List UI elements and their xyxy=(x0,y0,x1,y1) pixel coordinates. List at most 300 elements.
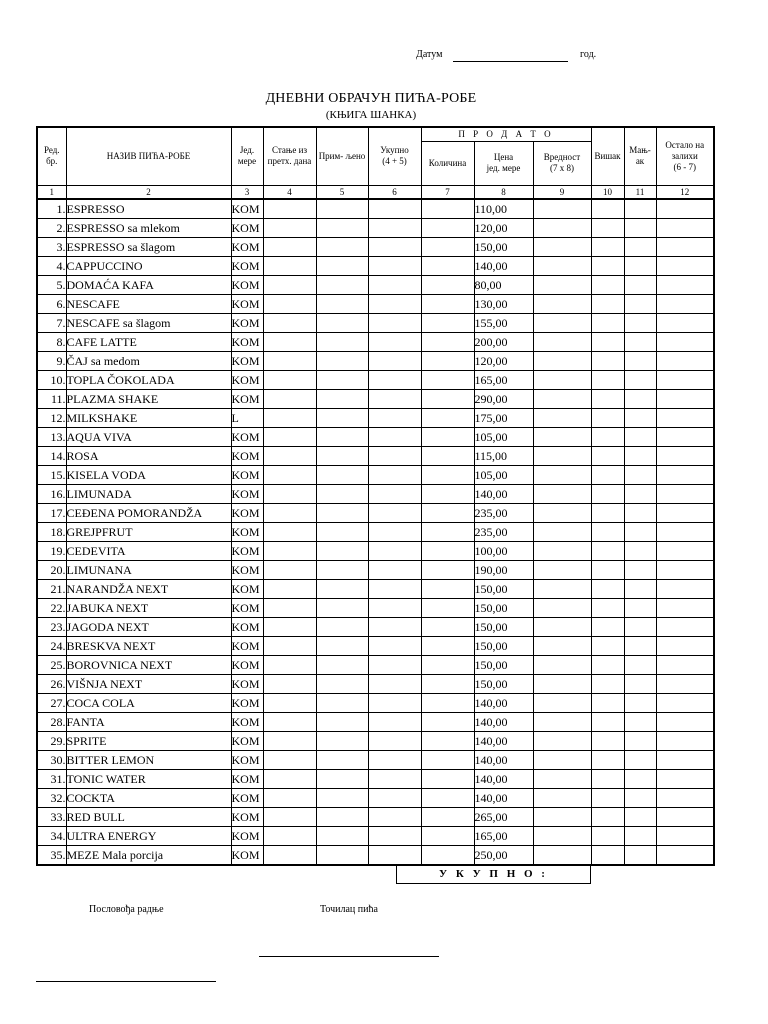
primljeno-cell[interactable] xyxy=(316,617,368,636)
stanje-cell[interactable] xyxy=(263,199,316,219)
row-number: 33. xyxy=(37,807,66,826)
item-unit: KOM xyxy=(231,275,263,294)
item-name: ULTRA ENERGY xyxy=(66,826,231,845)
primljeno-cell[interactable] xyxy=(316,389,368,408)
ostalo-cell[interactable] xyxy=(656,636,714,655)
primljeno-cell[interactable] xyxy=(316,655,368,674)
ukupno-cell[interactable] xyxy=(368,674,421,693)
stanje-cell[interactable] xyxy=(263,370,316,389)
ostalo-cell[interactable] xyxy=(656,427,714,446)
visak-cell[interactable] xyxy=(591,370,624,389)
visak-cell[interactable] xyxy=(591,294,624,313)
stanje-cell[interactable] xyxy=(263,446,316,465)
kolicina-cell[interactable] xyxy=(421,826,474,845)
manjak-cell[interactable] xyxy=(624,351,656,370)
vrednost-cell[interactable] xyxy=(533,750,591,769)
visak-cell[interactable] xyxy=(591,636,624,655)
ukupno-cell[interactable] xyxy=(368,256,421,275)
ukupno-cell[interactable] xyxy=(368,560,421,579)
vrednost-cell[interactable] xyxy=(533,522,591,541)
kolicina-cell[interactable] xyxy=(421,503,474,522)
stanje-cell[interactable] xyxy=(263,807,316,826)
visak-cell[interactable] xyxy=(591,579,624,598)
kolicina-cell[interactable] xyxy=(421,674,474,693)
ukupno-cell[interactable] xyxy=(368,598,421,617)
primljeno-cell[interactable] xyxy=(316,237,368,256)
kolicina-cell[interactable] xyxy=(421,313,474,332)
ostalo-cell[interactable] xyxy=(656,788,714,807)
visak-cell[interactable] xyxy=(591,731,624,750)
vrednost-cell[interactable] xyxy=(533,845,591,865)
kolicina-cell[interactable] xyxy=(421,484,474,503)
kolicina-cell[interactable] xyxy=(421,750,474,769)
manjak-cell[interactable] xyxy=(624,218,656,237)
manjak-cell[interactable] xyxy=(624,731,656,750)
ostalo-cell[interactable] xyxy=(656,294,714,313)
primljeno-cell[interactable] xyxy=(316,522,368,541)
ostalo-cell[interactable] xyxy=(656,807,714,826)
item-unit: KOM xyxy=(231,503,263,522)
kolicina-cell[interactable] xyxy=(421,560,474,579)
vrednost-cell[interactable] xyxy=(533,332,591,351)
visak-cell[interactable] xyxy=(591,807,624,826)
item-price: 155,00 xyxy=(474,313,533,332)
stanje-cell[interactable] xyxy=(263,522,316,541)
visak-cell[interactable] xyxy=(591,750,624,769)
ostalo-cell[interactable] xyxy=(656,408,714,427)
vrednost-cell[interactable] xyxy=(533,826,591,845)
ukupno-cell[interactable] xyxy=(368,199,421,219)
primljeno-cell[interactable] xyxy=(316,503,368,522)
ukupno-cell[interactable] xyxy=(368,636,421,655)
manjak-cell[interactable] xyxy=(624,826,656,845)
kolicina-cell[interactable] xyxy=(421,522,474,541)
manjak-cell[interactable] xyxy=(624,541,656,560)
primljeno-cell[interactable] xyxy=(316,484,368,503)
manjak-cell[interactable] xyxy=(624,484,656,503)
manjak-cell[interactable] xyxy=(624,579,656,598)
kolicina-cell[interactable] xyxy=(421,199,474,219)
kolicina-cell[interactable] xyxy=(421,218,474,237)
kolicina-cell[interactable] xyxy=(421,541,474,560)
kolicina-cell[interactable] xyxy=(421,636,474,655)
primljeno-cell[interactable] xyxy=(316,294,368,313)
ostalo-cell[interactable] xyxy=(656,674,714,693)
kolicina-cell[interactable] xyxy=(421,465,474,484)
stanje-cell[interactable] xyxy=(263,313,316,332)
vrednost-cell[interactable] xyxy=(533,408,591,427)
ostalo-cell[interactable] xyxy=(656,218,714,237)
kolicina-cell[interactable] xyxy=(421,712,474,731)
kolicina-cell[interactable] xyxy=(421,579,474,598)
manjak-cell[interactable] xyxy=(624,769,656,788)
manjak-cell[interactable] xyxy=(624,807,656,826)
date-field-line[interactable] xyxy=(453,61,568,62)
ostalo-cell[interactable] xyxy=(656,750,714,769)
ostalo-cell[interactable] xyxy=(656,617,714,636)
kolicina-cell[interactable] xyxy=(421,370,474,389)
stanje-cell[interactable] xyxy=(263,408,316,427)
primljeno-cell[interactable] xyxy=(316,446,368,465)
vrednost-cell[interactable] xyxy=(533,446,591,465)
visak-cell[interactable] xyxy=(591,427,624,446)
row-number: 4. xyxy=(37,256,66,275)
ukupno-cell[interactable] xyxy=(368,826,421,845)
visak-cell[interactable] xyxy=(591,693,624,712)
visak-cell[interactable] xyxy=(591,389,624,408)
vrednost-cell[interactable] xyxy=(533,351,591,370)
item-price: 265,00 xyxy=(474,807,533,826)
visak-cell[interactable] xyxy=(591,503,624,522)
row-number: 13. xyxy=(37,427,66,446)
item-price: 140,00 xyxy=(474,788,533,807)
primljeno-cell[interactable] xyxy=(316,256,368,275)
visak-cell[interactable] xyxy=(591,560,624,579)
stanje-cell[interactable] xyxy=(263,237,316,256)
table-row xyxy=(37,408,714,427)
manjak-cell[interactable] xyxy=(624,750,656,769)
ukupno-cell[interactable] xyxy=(368,503,421,522)
manjak-cell[interactable] xyxy=(624,370,656,389)
ostalo-cell[interactable] xyxy=(656,693,714,712)
primljeno-cell[interactable] xyxy=(316,750,368,769)
visak-cell[interactable] xyxy=(591,617,624,636)
stanje-cell[interactable] xyxy=(263,218,316,237)
stanje-cell[interactable] xyxy=(263,731,316,750)
manjak-cell[interactable] xyxy=(624,408,656,427)
ostalo-cell[interactable] xyxy=(656,845,714,865)
ukupno-cell[interactable] xyxy=(368,655,421,674)
vrednost-cell[interactable] xyxy=(533,636,591,655)
manjak-cell[interactable] xyxy=(624,712,656,731)
ostalo-cell[interactable] xyxy=(656,313,714,332)
primljeno-cell[interactable] xyxy=(316,845,368,865)
manjak-cell[interactable] xyxy=(624,465,656,484)
ostalo-cell[interactable] xyxy=(656,503,714,522)
visak-cell[interactable] xyxy=(591,408,624,427)
ukupno-cell[interactable] xyxy=(368,541,421,560)
primljeno-cell[interactable] xyxy=(316,807,368,826)
total-box: У К У П Н О : xyxy=(396,864,591,884)
vrednost-cell[interactable] xyxy=(533,579,591,598)
kolicina-cell[interactable] xyxy=(421,275,474,294)
kolicina-cell[interactable] xyxy=(421,617,474,636)
kolicina-cell[interactable] xyxy=(421,788,474,807)
item-name: MILKSHAKE xyxy=(66,408,231,427)
ostalo-cell[interactable] xyxy=(656,579,714,598)
visak-cell[interactable] xyxy=(591,332,624,351)
vrednost-cell[interactable] xyxy=(533,731,591,750)
ukupno-cell[interactable] xyxy=(368,351,421,370)
vrednost-cell[interactable] xyxy=(533,218,591,237)
manjak-cell[interactable] xyxy=(624,389,656,408)
ostalo-cell[interactable] xyxy=(656,465,714,484)
row-number: 32. xyxy=(37,788,66,807)
ukupno-cell[interactable] xyxy=(368,370,421,389)
ukupno-cell[interactable] xyxy=(368,427,421,446)
ostalo-cell[interactable] xyxy=(656,560,714,579)
stanje-cell[interactable] xyxy=(263,503,316,522)
visak-cell[interactable] xyxy=(591,351,624,370)
ukupno-cell[interactable] xyxy=(368,769,421,788)
visak-cell[interactable] xyxy=(591,826,624,845)
ukupno-cell[interactable] xyxy=(368,731,421,750)
ukupno-cell[interactable] xyxy=(368,446,421,465)
primljeno-cell[interactable] xyxy=(316,275,368,294)
ostalo-cell[interactable] xyxy=(656,351,714,370)
vrednost-cell[interactable] xyxy=(533,617,591,636)
stanje-cell[interactable] xyxy=(263,617,316,636)
stanje-cell[interactable] xyxy=(263,598,316,617)
manjak-cell[interactable] xyxy=(624,427,656,446)
ukupno-cell[interactable] xyxy=(368,237,421,256)
visak-cell[interactable] xyxy=(591,256,624,275)
vrednost-cell[interactable] xyxy=(533,712,591,731)
manjak-cell[interactable] xyxy=(624,199,656,219)
ukupno-cell[interactable] xyxy=(368,332,421,351)
ukupno-cell[interactable] xyxy=(368,617,421,636)
primljeno-cell[interactable] xyxy=(316,788,368,807)
visak-cell[interactable] xyxy=(591,598,624,617)
ostalo-cell[interactable] xyxy=(656,256,714,275)
manjak-cell[interactable] xyxy=(624,256,656,275)
visak-cell[interactable] xyxy=(591,313,624,332)
ukupno-cell[interactable] xyxy=(368,389,421,408)
kolicina-cell[interactable] xyxy=(421,332,474,351)
stanje-cell[interactable] xyxy=(263,427,316,446)
primljeno-cell[interactable] xyxy=(316,465,368,484)
primljeno-cell[interactable] xyxy=(316,199,368,219)
kolicina-cell[interactable] xyxy=(421,351,474,370)
manjak-cell[interactable] xyxy=(624,237,656,256)
stanje-cell[interactable] xyxy=(263,351,316,370)
stanje-cell[interactable] xyxy=(263,845,316,865)
visak-cell[interactable] xyxy=(591,788,624,807)
vrednost-cell[interactable] xyxy=(533,275,591,294)
visak-cell[interactable] xyxy=(591,845,624,865)
vrednost-cell[interactable] xyxy=(533,199,591,219)
col-ostalo-label: Остало на залихи xyxy=(665,139,705,161)
primljeno-cell[interactable] xyxy=(316,579,368,598)
kolicina-cell[interactable] xyxy=(421,655,474,674)
primljeno-cell[interactable] xyxy=(316,332,368,351)
primljeno-cell[interactable] xyxy=(316,826,368,845)
ukupno-cell[interactable] xyxy=(368,807,421,826)
ostalo-cell[interactable] xyxy=(656,522,714,541)
vrednost-cell[interactable] xyxy=(533,389,591,408)
vrednost-cell[interactable] xyxy=(533,598,591,617)
stanje-cell[interactable] xyxy=(263,465,316,484)
stanje-cell[interactable] xyxy=(263,769,316,788)
ostalo-cell[interactable] xyxy=(656,598,714,617)
kolicina-cell[interactable] xyxy=(421,731,474,750)
kolicina-cell[interactable] xyxy=(421,389,474,408)
primljeno-cell[interactable] xyxy=(316,427,368,446)
visak-cell[interactable] xyxy=(591,674,624,693)
stanje-cell[interactable] xyxy=(263,560,316,579)
ostalo-cell[interactable] xyxy=(656,484,714,503)
primljeno-cell[interactable] xyxy=(316,674,368,693)
stanje-cell[interactable] xyxy=(263,693,316,712)
kolicina-cell[interactable] xyxy=(421,427,474,446)
ukupno-cell[interactable] xyxy=(368,712,421,731)
ukupno-cell[interactable] xyxy=(368,294,421,313)
primljeno-cell[interactable] xyxy=(316,560,368,579)
visak-cell[interactable] xyxy=(591,522,624,541)
stanje-cell[interactable] xyxy=(263,275,316,294)
stanje-cell[interactable] xyxy=(263,826,316,845)
kolicina-cell[interactable] xyxy=(421,237,474,256)
kolicina-cell[interactable] xyxy=(421,446,474,465)
vrednost-cell[interactable] xyxy=(533,769,591,788)
visak-cell[interactable] xyxy=(591,465,624,484)
manjak-cell[interactable] xyxy=(624,332,656,351)
visak-cell[interactable] xyxy=(591,541,624,560)
primljeno-cell[interactable] xyxy=(316,351,368,370)
vrednost-cell[interactable] xyxy=(533,693,591,712)
manjak-cell[interactable] xyxy=(624,294,656,313)
stanje-cell[interactable] xyxy=(263,712,316,731)
ostalo-cell[interactable] xyxy=(656,712,714,731)
primljeno-cell[interactable] xyxy=(316,693,368,712)
vrednost-cell[interactable] xyxy=(533,256,591,275)
ostalo-cell[interactable] xyxy=(656,769,714,788)
kolicina-cell[interactable] xyxy=(421,408,474,427)
vrednost-cell[interactable] xyxy=(533,503,591,522)
stanje-cell[interactable] xyxy=(263,674,316,693)
primljeno-cell[interactable] xyxy=(316,636,368,655)
visak-cell[interactable] xyxy=(591,446,624,465)
visak-cell[interactable] xyxy=(591,237,624,256)
stanje-cell[interactable] xyxy=(263,541,316,560)
ukupno-cell[interactable] xyxy=(368,465,421,484)
ostalo-cell[interactable] xyxy=(656,370,714,389)
manjak-cell[interactable] xyxy=(624,560,656,579)
visak-cell[interactable] xyxy=(591,199,624,219)
ukupno-cell[interactable] xyxy=(368,788,421,807)
ostalo-cell[interactable] xyxy=(656,389,714,408)
stanje-cell[interactable] xyxy=(263,750,316,769)
col-cena-label: Цена xyxy=(493,152,514,162)
ostalo-cell[interactable] xyxy=(656,826,714,845)
manjak-cell[interactable] xyxy=(624,617,656,636)
primljeno-cell[interactable] xyxy=(316,218,368,237)
ukupno-cell[interactable] xyxy=(368,845,421,865)
visak-cell[interactable] xyxy=(591,484,624,503)
vrednost-cell[interactable] xyxy=(533,370,591,389)
ukupno-cell[interactable] xyxy=(368,408,421,427)
visak-cell[interactable] xyxy=(591,769,624,788)
ostalo-cell[interactable] xyxy=(656,446,714,465)
manjak-cell[interactable] xyxy=(624,636,656,655)
ukupno-cell[interactable] xyxy=(368,218,421,237)
kolicina-cell[interactable] xyxy=(421,693,474,712)
stanje-cell[interactable] xyxy=(263,484,316,503)
vrednost-cell[interactable] xyxy=(533,427,591,446)
ostalo-cell[interactable] xyxy=(656,655,714,674)
manjak-cell[interactable] xyxy=(624,275,656,294)
manjak-cell[interactable] xyxy=(624,503,656,522)
stanje-cell[interactable] xyxy=(263,636,316,655)
stanje-cell[interactable] xyxy=(263,256,316,275)
stanje-cell[interactable] xyxy=(263,294,316,313)
visak-cell[interactable] xyxy=(591,275,624,294)
primljeno-cell[interactable] xyxy=(316,731,368,750)
kolicina-cell[interactable] xyxy=(421,769,474,788)
primljeno-cell[interactable] xyxy=(316,541,368,560)
stanje-cell[interactable] xyxy=(263,332,316,351)
ukupno-cell[interactable] xyxy=(368,522,421,541)
primljeno-cell[interactable] xyxy=(316,598,368,617)
visak-cell[interactable] xyxy=(591,218,624,237)
vrednost-cell[interactable] xyxy=(533,788,591,807)
vrednost-cell[interactable] xyxy=(533,465,591,484)
primljeno-cell[interactable] xyxy=(316,712,368,731)
primljeno-cell[interactable] xyxy=(316,408,368,427)
vrednost-cell[interactable] xyxy=(533,313,591,332)
vrednost-cell[interactable] xyxy=(533,655,591,674)
ostalo-cell[interactable] xyxy=(656,237,714,256)
manjak-cell[interactable] xyxy=(624,845,656,865)
kolicina-cell[interactable] xyxy=(421,807,474,826)
ukupno-cell[interactable] xyxy=(368,313,421,332)
primljeno-cell[interactable] xyxy=(316,769,368,788)
manjak-cell[interactable] xyxy=(624,674,656,693)
ukupno-cell[interactable] xyxy=(368,750,421,769)
ostalo-cell[interactable] xyxy=(656,541,714,560)
vrednost-cell[interactable] xyxy=(533,807,591,826)
kolicina-cell[interactable] xyxy=(421,294,474,313)
visak-cell[interactable] xyxy=(591,655,624,674)
kolicina-cell[interactable] xyxy=(421,845,474,865)
manjak-cell[interactable] xyxy=(624,693,656,712)
vrednost-cell[interactable] xyxy=(533,560,591,579)
vrednost-cell[interactable] xyxy=(533,237,591,256)
ukupno-cell[interactable] xyxy=(368,484,421,503)
vrednost-cell[interactable] xyxy=(533,294,591,313)
vrednost-cell[interactable] xyxy=(533,674,591,693)
vrednost-cell[interactable] xyxy=(533,541,591,560)
kolicina-cell[interactable] xyxy=(421,598,474,617)
vrednost-cell[interactable] xyxy=(533,484,591,503)
visak-cell[interactable] xyxy=(591,712,624,731)
primljeno-cell[interactable] xyxy=(316,313,368,332)
ostalo-cell[interactable] xyxy=(656,731,714,750)
stanje-cell[interactable] xyxy=(263,788,316,807)
ostalo-cell[interactable] xyxy=(656,199,714,219)
stanje-cell[interactable] xyxy=(263,389,316,408)
manjak-cell[interactable] xyxy=(624,313,656,332)
manjak-cell[interactable] xyxy=(624,522,656,541)
manjak-cell[interactable] xyxy=(624,655,656,674)
table-row xyxy=(37,712,714,731)
table-row xyxy=(37,389,714,408)
ukupno-cell[interactable] xyxy=(368,275,421,294)
ostalo-cell[interactable] xyxy=(656,332,714,351)
primljeno-cell[interactable] xyxy=(316,370,368,389)
ostalo-cell[interactable] xyxy=(656,275,714,294)
row-number: 14. xyxy=(37,446,66,465)
table-row xyxy=(37,693,714,712)
ukupno-cell[interactable] xyxy=(368,693,421,712)
manjak-cell[interactable] xyxy=(624,788,656,807)
manjak-cell[interactable] xyxy=(624,598,656,617)
manjak-cell[interactable] xyxy=(624,446,656,465)
kolicina-cell[interactable] xyxy=(421,256,474,275)
ukupno-cell[interactable] xyxy=(368,579,421,598)
stanje-cell[interactable] xyxy=(263,579,316,598)
stanje-cell[interactable] xyxy=(263,655,316,674)
